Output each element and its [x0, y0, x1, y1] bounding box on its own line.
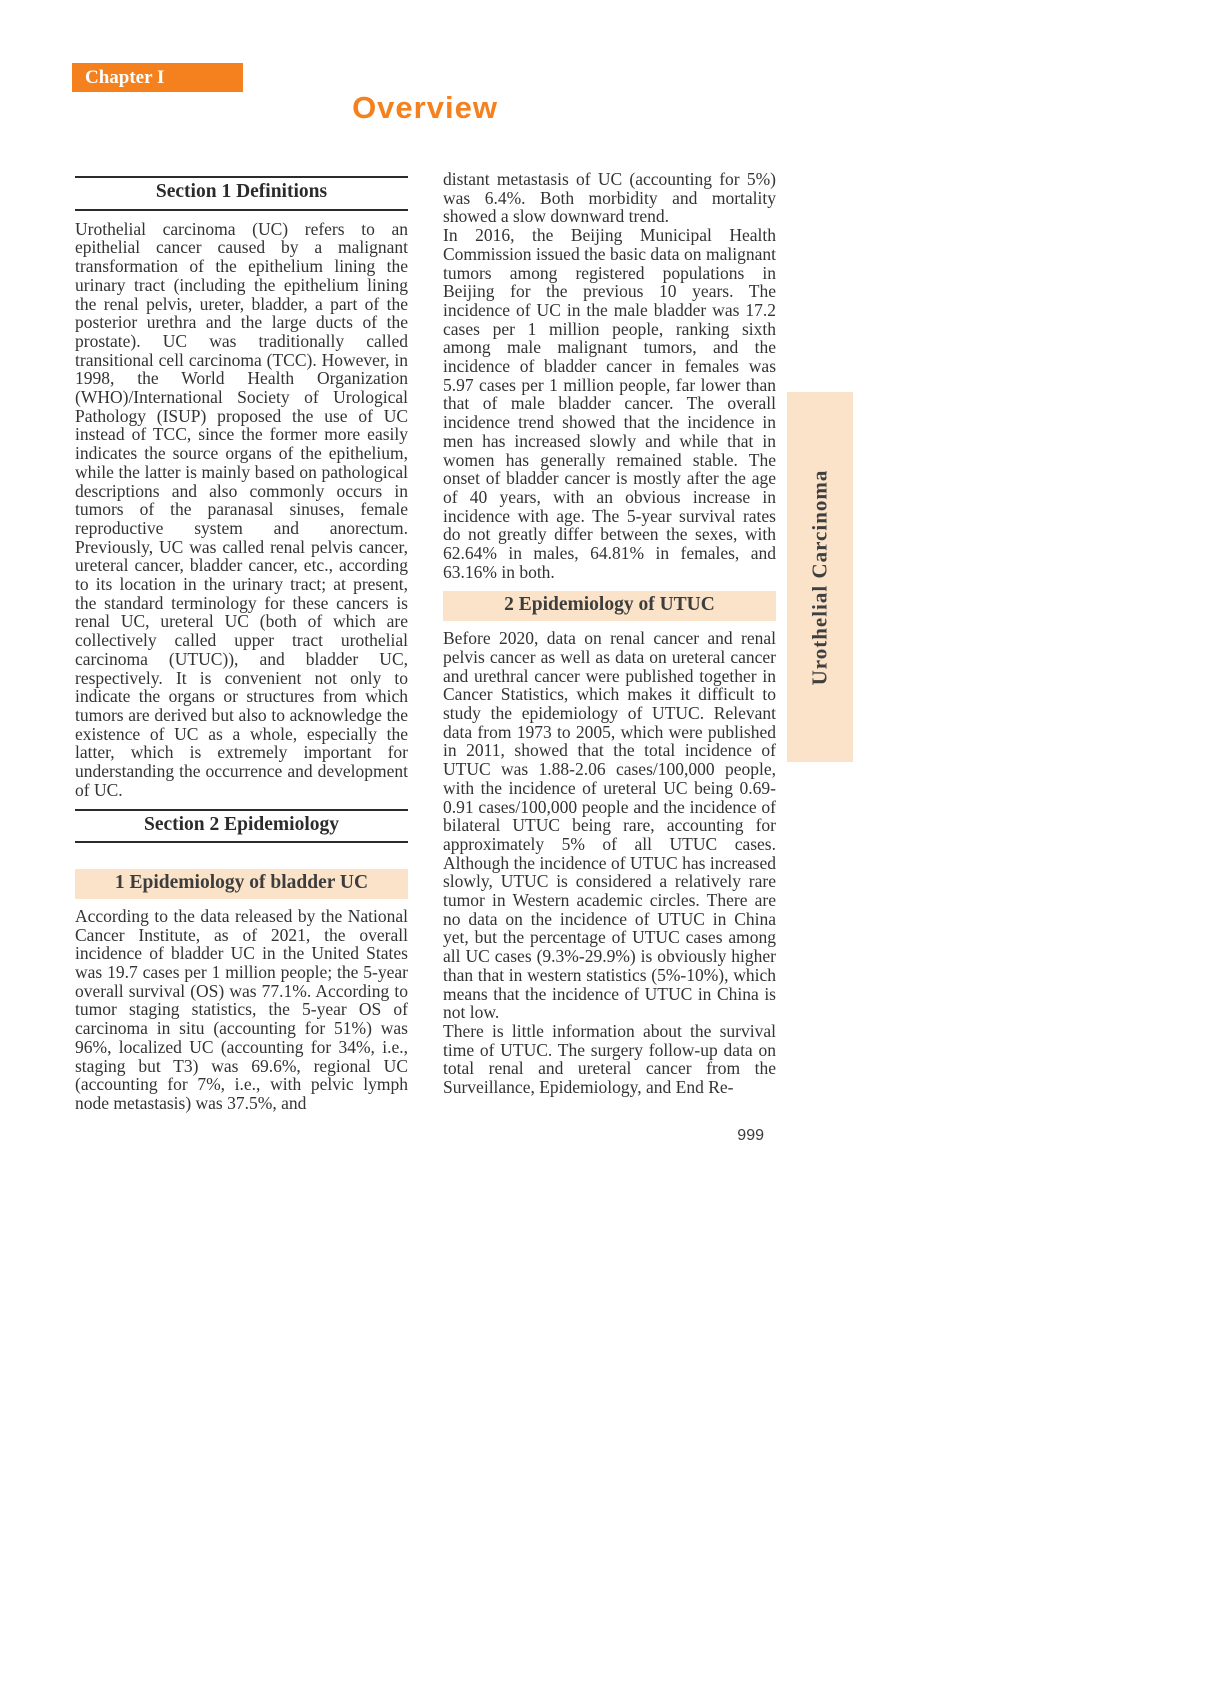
- side-tab-label: Urothelial Carcinoma: [807, 469, 832, 685]
- chapter-badge: Chapter I: [72, 63, 243, 92]
- right-paragraph-3: Before 2020, data on renal cancer and renal pelvis cancer as well as data on ureteral cancer and urethral cancer were published together in Cancer Statistics, which makes it difficult to study the epidemiology of UTUC. Relevant data from 1973 to 2005, which were published in 2011, showed that the total incidence of UTUC was 1.88-2.06 cases/100,000 people, with the incidence of ureteral UC being 0.69-0.91 cases/100,000 people and the incidence of bilateral UTUC being rare, accounting for approximately 5% of all UTUC cases. Although the incidence of UTUC has increased slowly, UTUC is considered a relatively rare tumor in Western academic circles. There are no data on the incidence of UTUC in China yet, but the percentage of UTUC cases among all UC cases (9.3%-29.9%) is obviously higher than that in western statistics (5%-10%), which means that the incidence of UTUC in China is not low.: [443, 628, 776, 1023]
- left-column: [75, 176, 408, 1113]
- page-number: 999: [737, 1127, 764, 1144]
- chapter-side-tab: [787, 392, 853, 762]
- section-2-header: Section 2 Epidemiology: [75, 809, 408, 844]
- right-paragraph-4: There is little information about the survival time of UTUC. The surgery follow-up data on total renal and ureteral cancer from the Surveillance, Epidemiology, and End Re-: [443, 1020, 776, 1098]
- right-paragraph-2: In 2016, the Beijing Municipal Health Commission issued the basic data on malignant tumors among registered populations in Beijing for the previous 10 years. The incidence of UC in the male bladder was 17.2 cases per 1 million people, ranking sixth among male malignant tumors, and the incidence of bladder cancer in females was 5.97 cases per 1 million people, far lower than that of male bladder cancer. The overall incidence trend showed that the incidence in men has increased slowly and while that in women has generally remained stable. The onset of bladder cancer is mostly after the age of 40 years, with an obvious increase in incidence with age. The 5-year survival rates do not greatly differ between the sexes, with 62.64% in males, 64.81% in females, and 63.16% in both.: [443, 225, 776, 582]
- subsection-2-header: 2 Epidemiology of UTUC: [443, 591, 776, 621]
- section-1-body: Urothelial carcinoma (UC) refers to an epithelial cancer caused by a malignant transformation of the epithelium lining the urinary tract (including the epithelium lining the renal pelvis, ureter, bladder, a part of the posterior urethra and the large ducts of the prostate). UC was traditionally called transitional cell carcinoma (TCC). However, in 1998, the World Health Organization (WHO)/International Society of Urological Pathology (ISUP) proposed the use of UC instead of TCC, since the former more easily indicates the source organs of the epithelium, while the latter is mainly based on pathological descriptions and also commonly occurs in tumors of the paranasal sinuses, female reproductive system and anorectum. Previously, UC was called renal pelvis cancer, ureteral cancer, bladder cancer, etc., according to its location in the urinary tract; at present, the standard terminology for these cancers is renal UC, ureteral UC (both of which are collectively called upper tract urothelial carcinoma (UTUC)), and bladder UC, respectively. It is convenient not only to indicate the organs or structures from which tumors are derived but also to acknowledge the existence of UC as a whole, especially the latter, which is extremely important for understanding the occurrence and development of UC.: [75, 218, 408, 800]
- right-column: [443, 170, 776, 1097]
- subsection-1-body: According to the data released by the National Cancer Institute, as of 2021, the overall incidence of bladder UC in the United States was 19.7 cases per 1 million people; the 5-year overall survival (OS) was 77.1%. According to tumor staging statistics, the 5-year OS of carcinoma in situ (accounting for 51%) was 96%, localized UC (accounting for 34%, i.e., staging but T3) was 69.6%, regional UC (accounting for 7%, i.e., with pelvic lymph node metastasis) was 37.5%, and: [75, 905, 408, 1113]
- subsection-1-header: 1 Epidemiology of bladder UC: [75, 869, 408, 899]
- page-title: Overview: [352, 90, 498, 125]
- section-1-header: Section 1 Definitions: [75, 176, 408, 211]
- right-paragraph-1: distant metastasis of UC (accounting for 5%) was 6.4%. Both morbidity and mortality showed a slow downward trend.: [443, 169, 776, 227]
